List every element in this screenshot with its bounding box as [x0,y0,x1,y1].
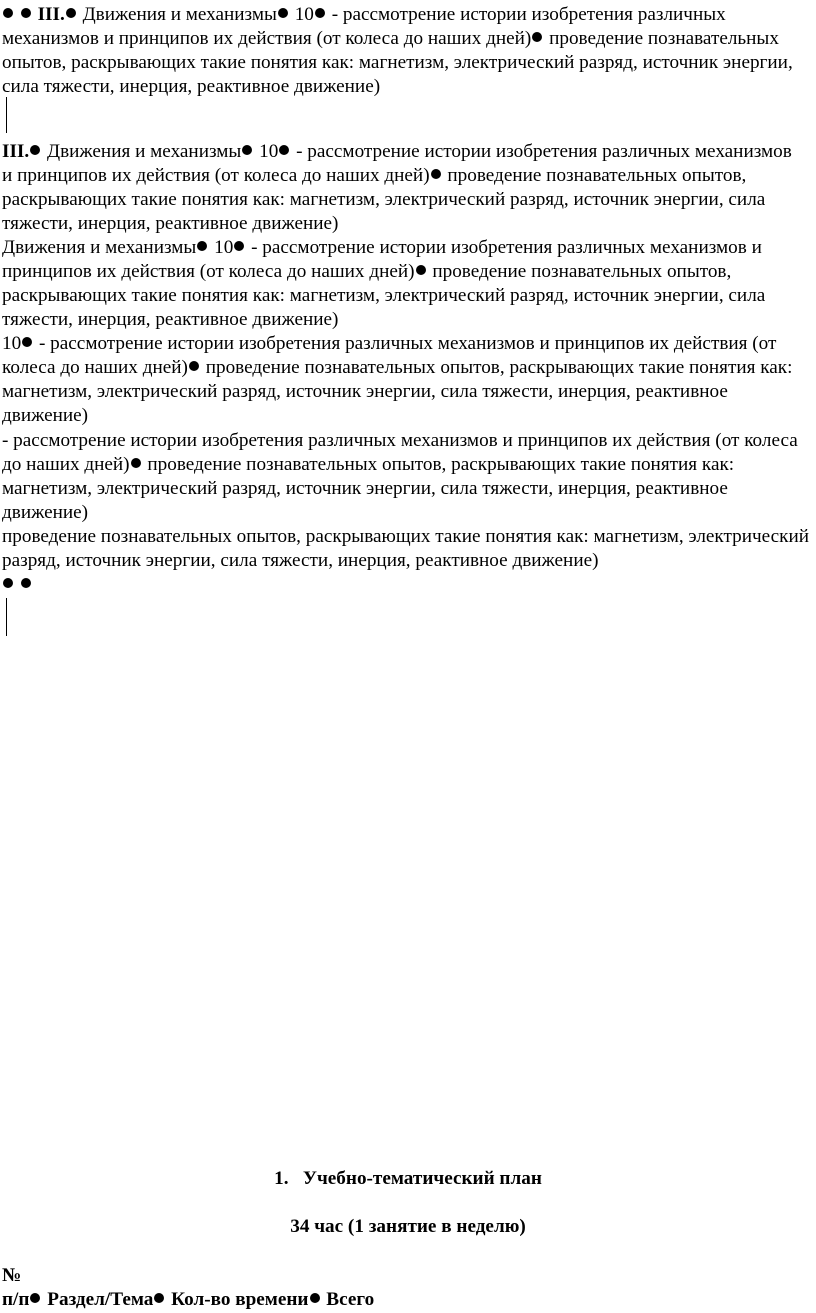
description-text: - рассмотрение истории изобретения различных механизмов и принципов их действия (от колеса до наших дней) [2,141,792,187]
table-header-row [2,1288,374,1312]
subtitle-text: 34 час (1 занятие в неделю) [290,1216,526,1237]
bullet-icon [189,361,199,371]
time-amount-header: Кол-во времени [171,1289,309,1310]
experiments-text: проведение познавательных опытов, раскрывающих такие понятия как: магнетизм, электрический разряд, источник энергии, сила тяжести, инерция, реактивное движение) [2,261,766,331]
paragraph-2 [2,140,797,236]
bullet-icon [197,241,207,251]
bullet-icon [431,169,441,179]
experiments-text: проведение познавательных опытов, раскрывающих такие понятия как: магнетизм, электрический разряд, источник энергии, сила тяжести, инерция, реактивное движение) [2,28,793,98]
description-text: - рассмотрение истории изобретения различных механизмов и принципов их действия (от колеса до наших дней) [2,4,726,50]
bullet-icon [242,145,252,155]
description-text: - рассмотрение истории изобретения различных механизмов и принципов их действия (от колеса до наших дней) [2,333,777,379]
heading-number: 1. [274,1168,289,1189]
experiments-text: проведение познавательных опытов, раскрывающих такие понятия как: магнетизм, электрический разряд, источник энергии, сила тяжести, инерция, реактивное движение) [2,357,793,427]
bullet-icon [154,1293,164,1303]
section-topic-header: Раздел/Тема [47,1289,154,1310]
experiments-text: проведение познавательных опытов, раскрывающих такие понятия как: магнетизм, электрический разряд, источник энергии, сила тяжести, инерция, реактивное движение) [2,454,735,524]
bullet-icon [234,241,244,251]
bullet-icon [279,145,289,155]
description-text: - рассмотрение истории изобретения различных механизмов и принципов их действия (от колеса до наших дней) [2,237,762,283]
bullet-icon [416,265,426,275]
section-heading [0,1168,816,1190]
hours-text: 10 [294,4,314,25]
section-subtitle [0,1216,816,1238]
bullet-row [2,573,33,597]
bullet-icon [131,458,141,468]
paragraph-4 [2,332,814,428]
table-header [2,1264,374,1312]
text-cursor-line [6,598,7,636]
hours-text: 10 [214,237,234,258]
bullet-icon [310,1293,320,1303]
bullet-icon [315,8,325,18]
text-cursor-line [6,97,7,133]
bullet-icon [3,8,13,18]
total-header: Всего [326,1289,375,1310]
paragraph-3 [2,236,814,332]
bullet-icon [66,8,76,18]
paragraph-6 [2,525,814,573]
experiments-text: проведение познавательных опытов, раскрывающих такие понятия как: магнетизм, электрический разряд, источник энергии, сила тяжести, инерция, реактивное движение) [2,526,809,572]
experiments-text: проведение познавательных опытов, раскрывающих такие понятия как: магнетизм, электрический разряд, источник энергии, сила тяжести, инерция, реактивное движение) [2,165,766,235]
bullet-icon [21,8,31,18]
bullet-icon [22,337,32,347]
hours-text: 10 [259,141,279,162]
topic-text: Движения и механизмы [47,141,242,162]
number-symbol: № [2,1265,22,1286]
number-label: п/п [2,1289,30,1310]
topic-text: Движения и механизмы [82,4,277,25]
description-text: - рассмотрение истории изобретения различных механизмов и принципов их действия (от колеса до наших дней) [2,430,798,476]
bullet-icon [30,145,40,155]
section-number: III. [37,4,65,25]
paragraph-5 [2,429,814,525]
topic-text: Движения и механизмы [2,237,197,258]
bullet-icon [532,32,542,42]
hours-text: 10 [2,333,22,354]
section-number: III. [2,141,30,162]
bullet-icon [278,8,288,18]
bullet-icon [21,578,31,588]
bullet-icon [30,1293,40,1303]
paragraph-1 [2,3,807,99]
bullet-icon [3,578,13,588]
heading-title: Учебно-тематический план [302,1168,542,1189]
